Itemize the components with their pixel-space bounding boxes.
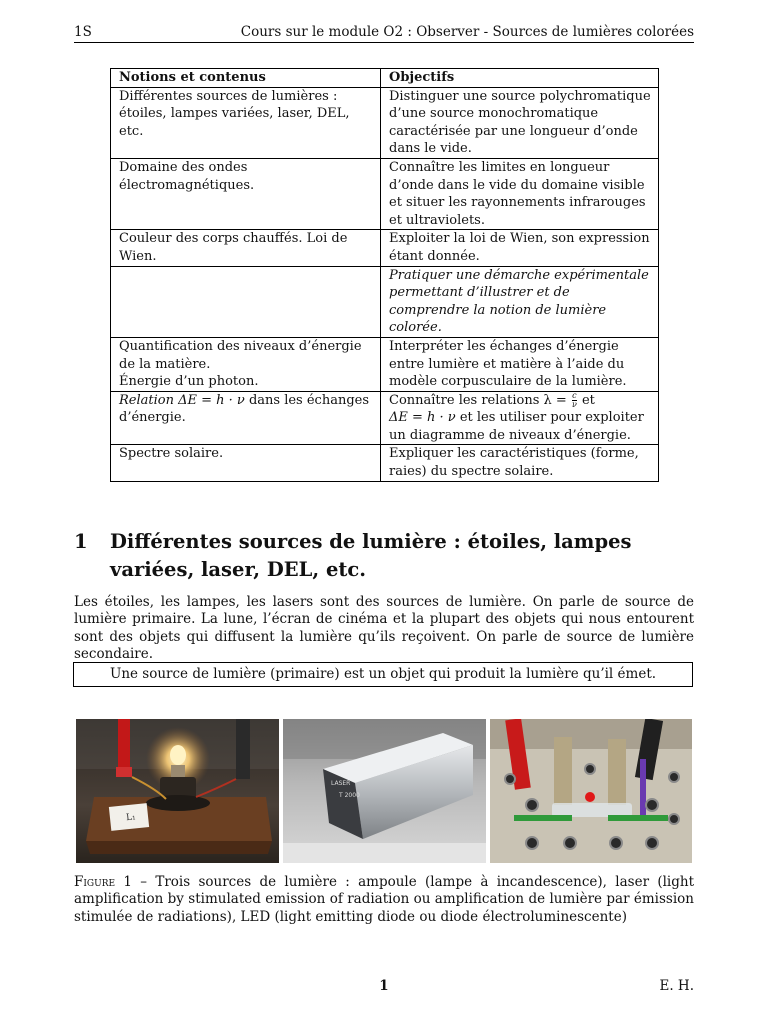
table-row (111, 230, 659, 266)
objectif-cell: Pratiquer une démarche expérimentale permettant d’illustrer et de comprendre la notion de lumière colorée. (381, 266, 659, 337)
column-header-notions: Notions et contenus (111, 69, 381, 88)
notion-cell: Différentes sources de lumières : étoiles, lampes variées, laser, DEL, etc. (111, 87, 381, 158)
objectif-cell: Interpréter les échanges d’énergie entre lumière et matière à l’aide du modèle corpusculaire de la lumière. (381, 337, 659, 391)
figure-caption (74, 874, 694, 926)
notion-text: Énergie d’un photon. (119, 374, 259, 390)
table-row (111, 158, 659, 229)
notion-cell (111, 391, 381, 445)
objectif-cell: Connaître les limites en longueur d’onde dans le vide du domaine visible et situer les rayonnements infrarouges et ultraviolets. (381, 158, 659, 229)
objectif-text: et les utiliser pour exploiter un diagramme de niveaux d’énergie. (389, 410, 644, 443)
objectif-text: et (577, 392, 595, 408)
notion-cell (111, 337, 381, 391)
page-number: 1 (379, 978, 389, 994)
objectif-text: Connaître les relations λ = (389, 392, 571, 408)
table-header-row (111, 69, 659, 88)
author-initials: E. H. (659, 978, 694, 994)
section-heading (74, 528, 704, 584)
energy-relation-formula: Relation ΔE = h · ν (119, 392, 245, 408)
figure-label: Figure 1 (74, 874, 132, 890)
column-header-objectifs: Objectifs (381, 69, 659, 88)
header-course-title: Cours sur le module O2 : Observer - Sources de lumières colorées (240, 24, 694, 40)
laser-model-label: T 2000 (339, 792, 360, 799)
notion-text: dans les échanges d’énergie. (119, 392, 370, 426)
fraction-denominator: ν (571, 399, 577, 409)
objectif-cell: Expliquer les caractéristiques (forme, raies) du spectre solaire. (381, 445, 659, 481)
notion-text: Quantification des niveaux d’énergie de la matière. (119, 338, 362, 372)
notion-cell: Couleur des corps chauffés. Loi de Wien. (111, 230, 381, 266)
notion-cell: Spectre solaire. (111, 445, 381, 481)
laser-photo (283, 719, 486, 863)
energy-relation-formula: ΔE = h · ν (389, 410, 456, 426)
running-header (74, 24, 694, 42)
table-row (111, 337, 659, 391)
table-row (111, 266, 659, 337)
objectif-cell: Exploiter la loi de Wien, son expression étant donnée. (381, 230, 659, 266)
table-row (111, 87, 659, 158)
figure-caption-text: – Trois sources de lumière : ampoule (lampe à incandescence), laser (light amplification by stimulated emission of radiation ou amplification de lumière par émission stimulée de radiations), LED (light emitting diode ou diode électroluminescente) (74, 874, 694, 925)
objectif-cell: Distinguer une source polychromatique d’une source monochromatique caractérisée par une longueur d’onde dans le vide. (381, 87, 659, 158)
section-title: Différentes sources de lumière : étoiles, lampes variées, laser, DEL, etc. (110, 530, 632, 581)
notions-objectifs-table (110, 68, 659, 482)
lamp-photo (76, 719, 279, 863)
notion-cell: Domaine des ondes électromagnétiques. (111, 158, 381, 229)
lamp-tag-label: L₁ (125, 812, 137, 824)
objectif-cell (381, 391, 659, 445)
header-class-label: 1S (74, 24, 92, 40)
section-number: 1 (74, 530, 88, 553)
table-row (111, 445, 659, 481)
fraction-numerator: c (572, 390, 577, 400)
definition-box: Une source de lumière (primaire) est un objet qui produit la lumière qu’il émet. (73, 662, 693, 687)
fraction-c-over-nu (572, 392, 577, 409)
notion-cell-empty (111, 266, 381, 337)
intro-paragraph: Les étoiles, les lampes, les lasers sont des sources de lumière. On parle de source de lumière primaire. La lune, l’écran de cinéma et la plupart des objets qui nous entourent sont des objets qui diffusent la lumière qu’ils reçoivent. On parle de source de lumière secondaire. (74, 594, 694, 662)
header-rule (74, 42, 694, 43)
led-photo (490, 719, 692, 863)
table-row (111, 391, 659, 445)
laser-brand-label: LASER (331, 780, 351, 787)
